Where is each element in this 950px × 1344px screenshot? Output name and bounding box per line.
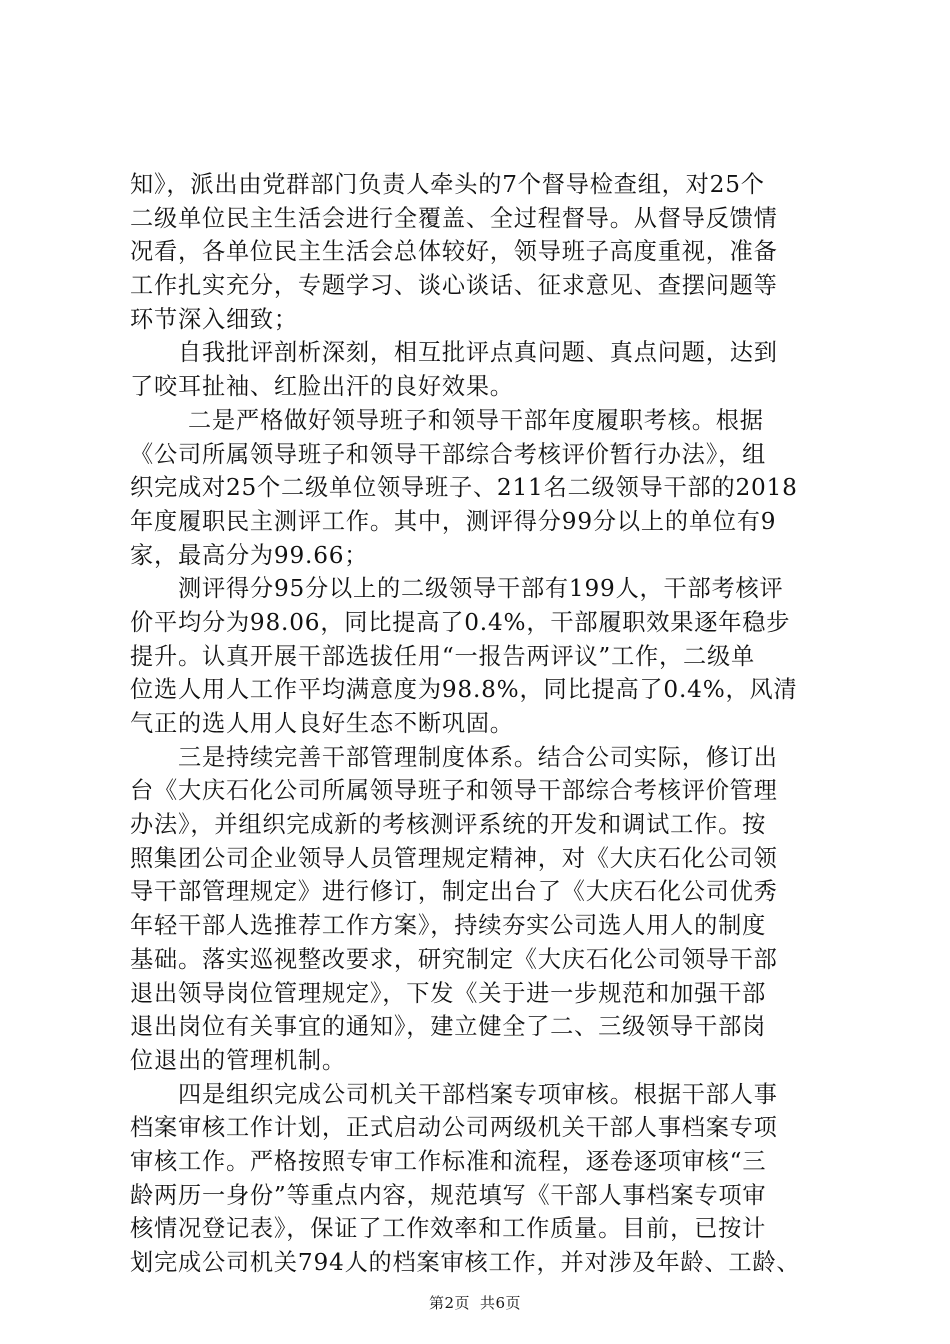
text-line: 退出领导岗位管理规定》，下发《关于进一步规范和加强干部 xyxy=(130,979,767,1007)
text-line: 三是持续完善干部管理制度体系。结合公司实际，修订出 xyxy=(178,743,778,771)
text-line: 年度履职民主测评工作。其中，测评得分99分以上的单位有9 xyxy=(130,507,777,535)
text-line: 办法》，并组织完成新的考核测评系统的开发和调试工作。按 xyxy=(130,811,767,839)
page-number: 第2页 xyxy=(428,1294,470,1312)
text-line: 档案审核工作计划，正式启动公司两级机关干部人事档案专项 xyxy=(130,1114,778,1142)
text-line: 四是组织完成公司机关干部档案专项审核。根据干部人事 xyxy=(178,1080,778,1108)
text-line: 龄两历一身份”等重点内容，规范填写《干部人事档案专项审 xyxy=(130,1181,767,1209)
text-line: 价平均分为98.06，同比提高了0.4%，干部履职效果逐年稳步 xyxy=(130,608,791,636)
text-line: 环节深入细致； xyxy=(130,305,298,333)
text-line: 提升。认真开展干部选拔任用“一报告两评议”工作，二级单 xyxy=(130,642,755,670)
text-line: 导干部管理规定》进行修订，制定出台了《大庆石化公司优秀 xyxy=(130,878,778,906)
text-line: 气正的选人用人良好生态不断巩固。 xyxy=(130,710,514,737)
text-line: 况看，各单位民主生活会总体较好，领导班子高度重视，准备 xyxy=(130,238,778,266)
text-line: 二是严格做好领导班子和领导干部年度履职考核。根据 xyxy=(188,406,764,434)
text-line: 审核工作。严格按照专审工作标准和流程，逐卷逐项审核“三 xyxy=(130,1147,767,1175)
text-line: 年轻干部人选推荐工作方案》，持续夯实公司选人用人的制度 xyxy=(130,912,767,940)
text-line: 位退出的管理机制。 xyxy=(130,1046,346,1074)
text-line: 织完成对25个二级单位领导班子、211名二级领导干部的2018 xyxy=(130,474,798,502)
text-line: 照集团公司企业领导人员管理规定精神，对《大庆石化公司领 xyxy=(130,844,778,872)
text-line: 《公司所属领导班子和领导干部综合考核评价暂行办法》，组 xyxy=(130,440,767,468)
text-line: 核情况登记表》，保证了工作效率和工作质量。目前，已按计 xyxy=(130,1215,767,1243)
text-line: 退出岗位有关事宜的通知》，建立健全了二、三级领导干部岗 xyxy=(130,1013,767,1041)
text-line: 位选人用人工作平均满意度为98.8%，同比提高了0.4%，风清 xyxy=(130,676,798,704)
text-line: 了咬耳扯袖、红脸出汗的良好效果。 xyxy=(130,373,514,401)
text-line: 知》，派出由党群部门负责人牵头的7个督导检查组，对25个 xyxy=(130,171,765,198)
text-line: 测评得分95分以上的二级领导干部有199人，干部考核评 xyxy=(178,575,784,603)
text-line: 二级单位民主生活会进行全覆盖、全过程督导。从督导反馈情 xyxy=(130,204,778,232)
text-line: 家，最高分为99.66； xyxy=(130,541,369,569)
body-text xyxy=(130,168,840,1280)
text-line: 基础。落实巡视整改要求，研究制定《大庆石化公司领导干部 xyxy=(130,945,778,973)
text-line: 自我批评剖析深刻，相互批评点真问题、真点问题，达到 xyxy=(178,339,778,367)
page-total: 共6页 xyxy=(480,1294,522,1312)
text-line: 工作扎实充分，专题学习、谈心谈话、征求意见、查摆问题等 xyxy=(130,272,778,300)
page-footer xyxy=(0,1293,950,1313)
text-line: 台《大庆石化公司所属领导班子和领导干部综合考核评价管理 xyxy=(130,777,778,805)
text-line: 划完成公司机关794人的档案审核工作，并对涉及年龄、工龄、 xyxy=(130,1249,801,1276)
